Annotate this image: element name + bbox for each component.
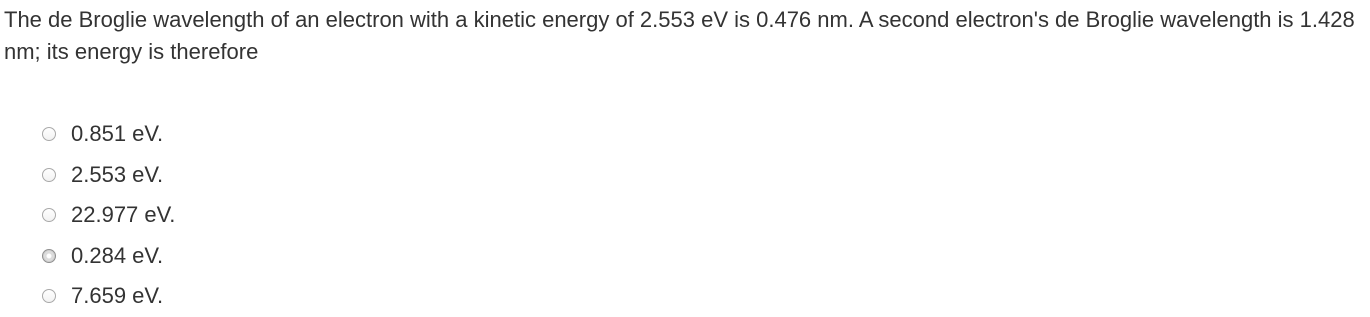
answer-option[interactable] <box>42 195 175 236</box>
answer-option[interactable] <box>42 114 175 155</box>
answer-option-label: 0.851 eV. <box>71 121 164 147</box>
answer-option[interactable] <box>42 276 175 317</box>
question-text: The de Broglie wavelength of an electron with a kinetic energy of 2.553 eV is 0.476 nm. A second electron's de Broglie wavelength is 1.428 nm; its energy is therefore <box>4 7 1355 64</box>
answer-option-label: 0.284 eV. <box>71 242 164 268</box>
answer-option-label: 2.553 eV. <box>71 161 164 187</box>
radio-button[interactable] <box>42 127 56 141</box>
answer-option[interactable] <box>42 236 175 277</box>
radio-button[interactable] <box>42 208 56 222</box>
radio-button[interactable] <box>42 289 56 303</box>
answer-option-label: 7.659 eV. <box>71 283 164 309</box>
radio-button[interactable] <box>42 249 56 263</box>
answer-options <box>42 114 175 317</box>
answer-option-label: 22.977 eV. <box>71 202 176 228</box>
radio-button[interactable] <box>42 168 56 182</box>
answer-option[interactable] <box>42 155 175 196</box>
